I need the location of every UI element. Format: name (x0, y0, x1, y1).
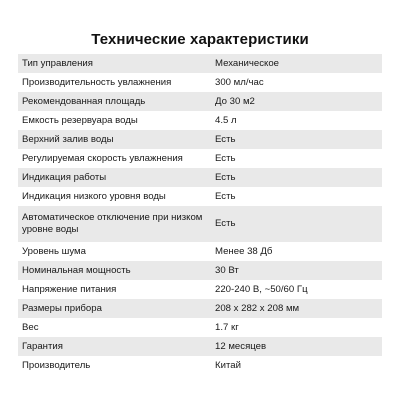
spec-label: Тип управления (22, 57, 93, 69)
spec-row-dimensions (18, 299, 382, 318)
page-title: Технические характеристики (91, 31, 309, 48)
spec-row-top-fill (18, 130, 382, 149)
spec-value: Есть (215, 190, 236, 202)
spec-row-supply-voltage (18, 280, 382, 299)
spec-row-manufacturer (18, 356, 382, 375)
spec-table (18, 54, 382, 375)
spec-value: Механическое (215, 57, 280, 69)
spec-label: Уровень шума (22, 245, 86, 257)
spec-value: Есть (215, 133, 236, 145)
spec-row-auto-shutoff (18, 206, 382, 242)
spec-value: Есть (215, 171, 236, 183)
spec-label: Напряжение питания (22, 283, 117, 295)
spec-label: Емкость резервуара воды (22, 114, 138, 126)
spec-label: Индикация низкого уровня воды (22, 190, 166, 202)
spec-row-noise-level (18, 242, 382, 261)
spec-label: Производитель (22, 359, 91, 371)
spec-row-adjustable-speed (18, 149, 382, 168)
spec-value: Менее 38 Дб (215, 245, 273, 257)
spec-value: Китай (215, 359, 241, 371)
spec-value: 220-240 В, ~50/60 Гц (215, 283, 308, 295)
spec-value: 1.7 кг (215, 321, 239, 333)
spec-value: 30 Вт (215, 264, 239, 276)
spec-row-humidification-output (18, 73, 382, 92)
spec-row-warranty (18, 337, 382, 356)
spec-row-operation-indicator (18, 168, 382, 187)
spec-label: Регулируемая скорость увлажнения (22, 152, 183, 164)
spec-value: 4.5 л (215, 114, 237, 126)
spec-row-low-water-indicator (18, 187, 382, 206)
spec-value: Есть (215, 152, 236, 164)
spec-row-tank-capacity (18, 111, 382, 130)
spec-row-control-type (18, 54, 382, 73)
spec-label: Гарантия (22, 340, 63, 352)
spec-value: 300 мл/час (215, 76, 264, 88)
spec-label: Номинальная мощность (22, 264, 131, 276)
spec-row-weight (18, 318, 382, 337)
spec-row-recommended-area (18, 92, 382, 111)
spec-label: Рекомендованная площадь (22, 95, 146, 107)
spec-label: Верхний залив воды (22, 133, 114, 145)
spec-value: 208 x 282 x 208 мм (215, 302, 300, 314)
spec-label: Производительность увлажнения (22, 76, 172, 88)
spec-value: 12 месяцев (215, 340, 267, 352)
spec-label: Вес (22, 321, 39, 333)
spec-label: Размеры прибора (22, 302, 102, 314)
spec-label: Автоматическое отключение при низком уровне воды (22, 212, 203, 235)
spec-label: Индикация работы (22, 171, 107, 183)
spec-value: Есть (215, 218, 236, 229)
spec-value: До 30 м2 (215, 95, 255, 107)
spec-row-rated-power (18, 261, 382, 280)
